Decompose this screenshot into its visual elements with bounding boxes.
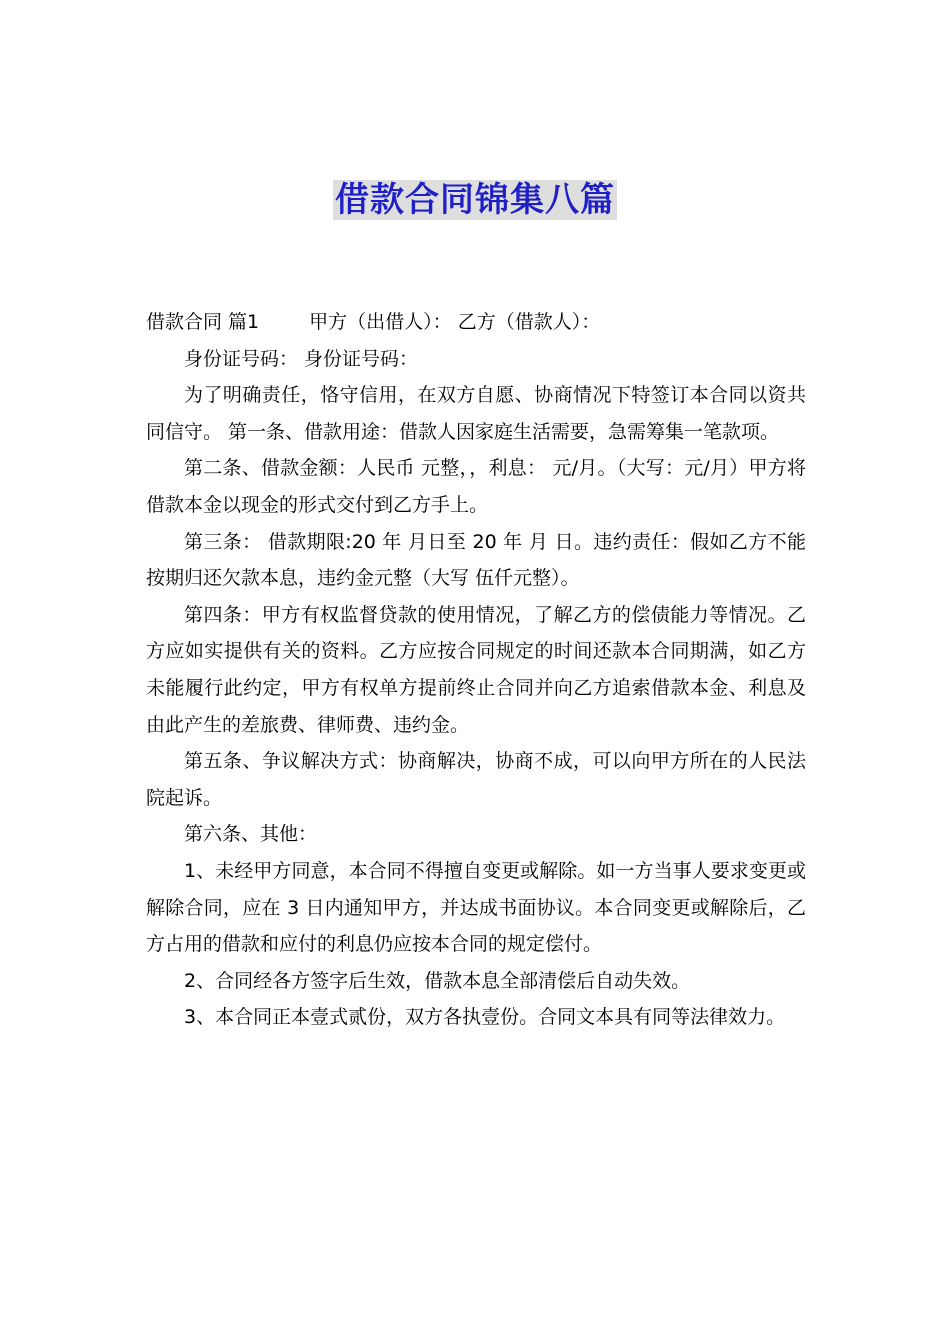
paragraph-id-numbers: 身份证号码： 身份证号码： xyxy=(184,347,419,370)
paragraph-clause-3: 3、本合同正本壹式贰份，双方各执壹份。合同文本具有同等法律效力。 xyxy=(184,1006,786,1029)
header-line xyxy=(146,304,806,341)
paragraph-clause-2: 2、合同经各方签字后生效，借款本息全部清偿后自动失效。 xyxy=(184,969,691,992)
party-b-label: 乙方（借款人）： xyxy=(457,311,601,333)
document-title-text: 借款合同锦集八篇 xyxy=(335,180,615,220)
paragraph-article-2: 第二条、借款金额：人民币 元整，，利息： 元/月。（大写：元/月）甲方将借款本金以现金的形式交付到乙方手上。 xyxy=(146,457,806,516)
paragraph-article-5: 第五条、争议解决方式：协商解决，协商不成，可以向甲方所在的人民法院起诉。 xyxy=(146,750,806,809)
paragraph-article-6: 第六条、其他： xyxy=(184,823,318,846)
document-title xyxy=(0,176,950,224)
paragraph-clause-1: 1、未经甲方同意，本合同不得擅自变更或解除。如一方当事人要求变更或解除合同，应在 3 日内通知甲方，并达成书面协议。本合同变更或解除后，乙方占用的借款和应付的利息仍应按本合同的规定偿付。 xyxy=(146,859,806,956)
document-body xyxy=(146,304,806,1036)
party-a-label: 甲方（出借人）： xyxy=(309,311,452,333)
paragraph-article-4: 第四条：甲方有权监督贷款的使用情况，了解乙方的偿债能力等情况。乙方应如实提供有关的资料。乙方应按合同规定的时间还款本合同期满，如乙方未能履行此约定，甲方有权单方提前终止合同并向乙方追索借款本金、利息及由此产生的差旅费、律师费、违约金。 xyxy=(146,603,806,736)
paragraph-preamble: 为了明确责任，恪守信用，在双方自愿、协商情况下特签订本合同以资共同信守。 第一条、借款用途：借款人因家庭生活需要，急需筹集一笔款项。 xyxy=(146,384,806,443)
section-label: 借款合同 篇1 xyxy=(146,311,260,333)
paragraph-article-3: 第三条： 借款期限:20 年 月日至 20 年 月 日。违约责任：假如乙方不能按期归还欠款本息，违约金元整（大写 伍仟元整）。 xyxy=(146,530,806,590)
